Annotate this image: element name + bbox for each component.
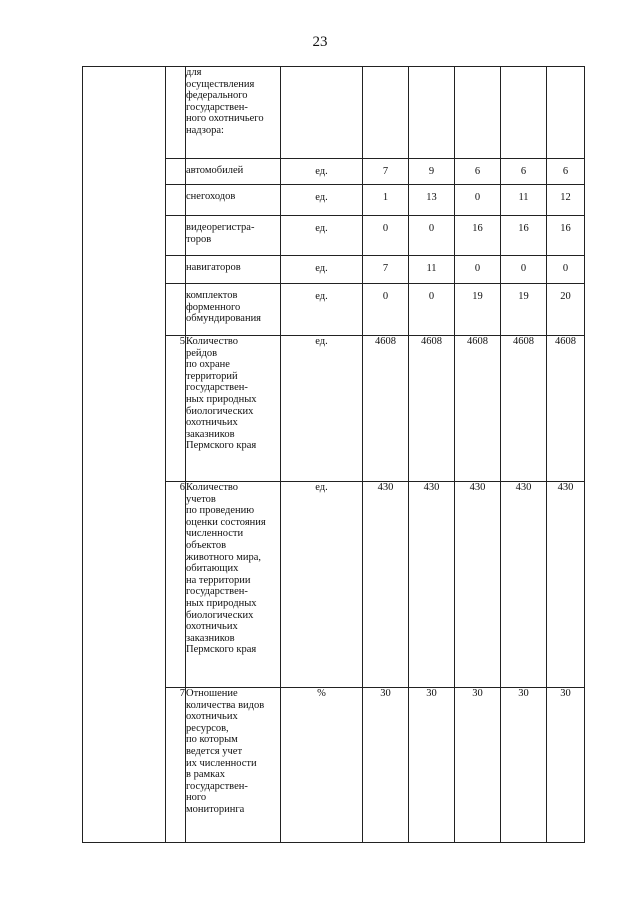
indicator-name-line: объектов — [186, 539, 227, 551]
unit-cell: ед. — [281, 185, 363, 216]
indicator-name-line: Отношение — [186, 688, 238, 699]
row-number-cell — [166, 256, 186, 284]
indicator-name-line: государствен- — [186, 101, 248, 113]
indicator-name-line: по охране — [186, 359, 230, 371]
indicator-name-line: территорий — [186, 370, 238, 382]
indicator-name-line: охотничьих — [186, 417, 238, 429]
indicator-name-cell — [186, 185, 281, 216]
value-cell: 4608 — [547, 336, 585, 482]
indicator-name-line: автомобилей — [186, 165, 244, 176]
value-cell: 1 — [363, 185, 409, 216]
value-cell: 16 — [547, 216, 585, 256]
indicator-name-line: ного — [186, 792, 207, 804]
indicator-name-cell — [186, 159, 281, 185]
blank-column-cell — [83, 67, 166, 843]
value-cell: 0 — [363, 284, 409, 336]
value-cell: 4608 — [363, 336, 409, 482]
value-cell — [547, 67, 585, 159]
indicator-name-line: мониторинга — [186, 803, 245, 815]
indicator-name-line: Количество — [186, 482, 239, 493]
value-cell — [363, 67, 409, 159]
row-number: 7 — [179, 688, 185, 699]
unit-cell — [281, 67, 363, 159]
value-cell: 0 — [501, 256, 547, 284]
value-cell: 11 — [501, 185, 547, 216]
indicator-name-cell — [186, 256, 281, 284]
value-cell: 4608 — [455, 336, 501, 482]
indicator-name-line: Количество — [186, 336, 239, 347]
indicator-name-line: по которым — [186, 734, 238, 746]
indicator-name-line: ных природных — [186, 393, 257, 405]
value-cell: 9 — [409, 159, 455, 185]
row-number: 6 — [179, 482, 185, 493]
unit-cell: ед. — [281, 256, 363, 284]
indicator-name-line: заказников — [186, 428, 235, 440]
indicator-name-line: обмундирования — [186, 313, 262, 325]
row-number-cell — [166, 284, 186, 336]
value-cell: 30 — [363, 688, 409, 843]
indicator-name-line: обитающих — [186, 563, 239, 575]
row-number-cell — [166, 336, 186, 482]
row-number-cell — [166, 185, 186, 216]
row-number-cell — [166, 67, 186, 159]
indicator-name-line: Пермского края — [186, 644, 257, 656]
value-cell: 30 — [409, 688, 455, 843]
unit-cell: ед. — [281, 216, 363, 256]
indicator-name-line: ного охотничьего — [186, 113, 264, 125]
indicator-name-line: государствен- — [186, 382, 248, 394]
indicator-name-line: ресурсов, — [186, 722, 229, 734]
indicator-name-line: федерального — [186, 90, 248, 102]
value-cell: 6 — [547, 159, 585, 185]
value-cell: 0 — [363, 216, 409, 256]
indicator-name-cell — [186, 284, 281, 336]
indicator-name-line: рейдов — [186, 347, 218, 359]
value-cell: 13 — [409, 185, 455, 216]
value-cell: 30 — [501, 688, 547, 843]
value-cell: 0 — [455, 256, 501, 284]
table-row — [83, 67, 585, 159]
indicator-name-line: комплектов — [186, 290, 238, 301]
value-cell: 430 — [547, 482, 585, 688]
unit-cell: % — [281, 688, 363, 843]
indicator-name-line: биологических — [186, 609, 254, 621]
indicator-name-line: форменного — [186, 301, 241, 313]
value-cell: 11 — [409, 256, 455, 284]
value-cell: 0 — [409, 284, 455, 336]
unit-cell: ед. — [281, 159, 363, 185]
indicator-name-line: для — [186, 67, 202, 78]
value-cell: 0 — [547, 256, 585, 284]
indicator-name-line: количества видов — [186, 699, 265, 711]
indicator-name-line: животного мира, — [186, 551, 262, 563]
indicator-name-line: учетов — [186, 493, 216, 505]
indicator-name-line: их численности — [186, 757, 257, 769]
indicator-name-line: биологических — [186, 405, 254, 417]
value-cell — [409, 67, 455, 159]
indicator-name-cell — [186, 67, 281, 159]
indicator-name-line: видеорегистра- — [186, 222, 255, 233]
indicator-name-line: в рамках — [186, 769, 225, 781]
value-cell: 0 — [409, 216, 455, 256]
indicator-name-line: охотничьих — [186, 621, 238, 633]
row-number-cell — [166, 688, 186, 843]
value-cell: 4608 — [409, 336, 455, 482]
indicator-name-line: заказников — [186, 632, 235, 644]
unit-cell: ед. — [281, 336, 363, 482]
value-cell: 12 — [547, 185, 585, 216]
value-cell: 430 — [363, 482, 409, 688]
indicator-name-line: на территории — [186, 574, 251, 586]
value-cell: 0 — [455, 185, 501, 216]
value-cell: 4608 — [501, 336, 547, 482]
unit-cell: ед. — [281, 284, 363, 336]
value-cell: 30 — [455, 688, 501, 843]
indicator-name-line: навигаторов — [186, 262, 241, 273]
row-number: 5 — [179, 336, 185, 347]
indicator-name-cell — [186, 482, 281, 688]
value-cell: 430 — [501, 482, 547, 688]
row-number-cell — [166, 482, 186, 688]
value-cell: 7 — [363, 159, 409, 185]
indicator-name-cell — [186, 216, 281, 256]
value-cell: 6 — [501, 159, 547, 185]
indicator-name-line: ных природных — [186, 597, 257, 609]
value-cell: 16 — [501, 216, 547, 256]
indicator-name-line: надзора: — [186, 124, 224, 136]
indicator-name-line: осуществления — [186, 78, 255, 90]
value-cell: 430 — [409, 482, 455, 688]
unit-cell: ед. — [281, 482, 363, 688]
indicator-name-line: оценки состояния — [186, 516, 266, 528]
value-cell: 30 — [547, 688, 585, 843]
indicator-name-line: государствен- — [186, 586, 248, 598]
indicator-name-line: торов — [186, 233, 212, 245]
indicator-name-line: Пермского края — [186, 440, 257, 452]
indicator-name-line: по проведению — [186, 505, 255, 517]
indicator-table — [82, 66, 585, 843]
indicator-name-line: численности — [186, 528, 244, 540]
page-number: 23 — [312, 34, 328, 50]
indicator-name-line: ведется учет — [186, 745, 243, 757]
value-cell: 19 — [455, 284, 501, 336]
value-cell: 19 — [501, 284, 547, 336]
indicator-name-line: снегоходов — [186, 191, 236, 202]
value-cell: 20 — [547, 284, 585, 336]
indicator-name-line: охотничьих — [186, 711, 238, 723]
indicator-name-line: государствен- — [186, 780, 248, 792]
value-cell: 430 — [455, 482, 501, 688]
indicator-name-cell — [186, 336, 281, 482]
value-cell: 16 — [455, 216, 501, 256]
value-cell — [455, 67, 501, 159]
value-cell: 6 — [455, 159, 501, 185]
row-number-cell — [166, 159, 186, 185]
indicator-name-cell — [186, 688, 281, 843]
value-cell — [501, 67, 547, 159]
value-cell: 7 — [363, 256, 409, 284]
row-number-cell — [166, 216, 186, 256]
